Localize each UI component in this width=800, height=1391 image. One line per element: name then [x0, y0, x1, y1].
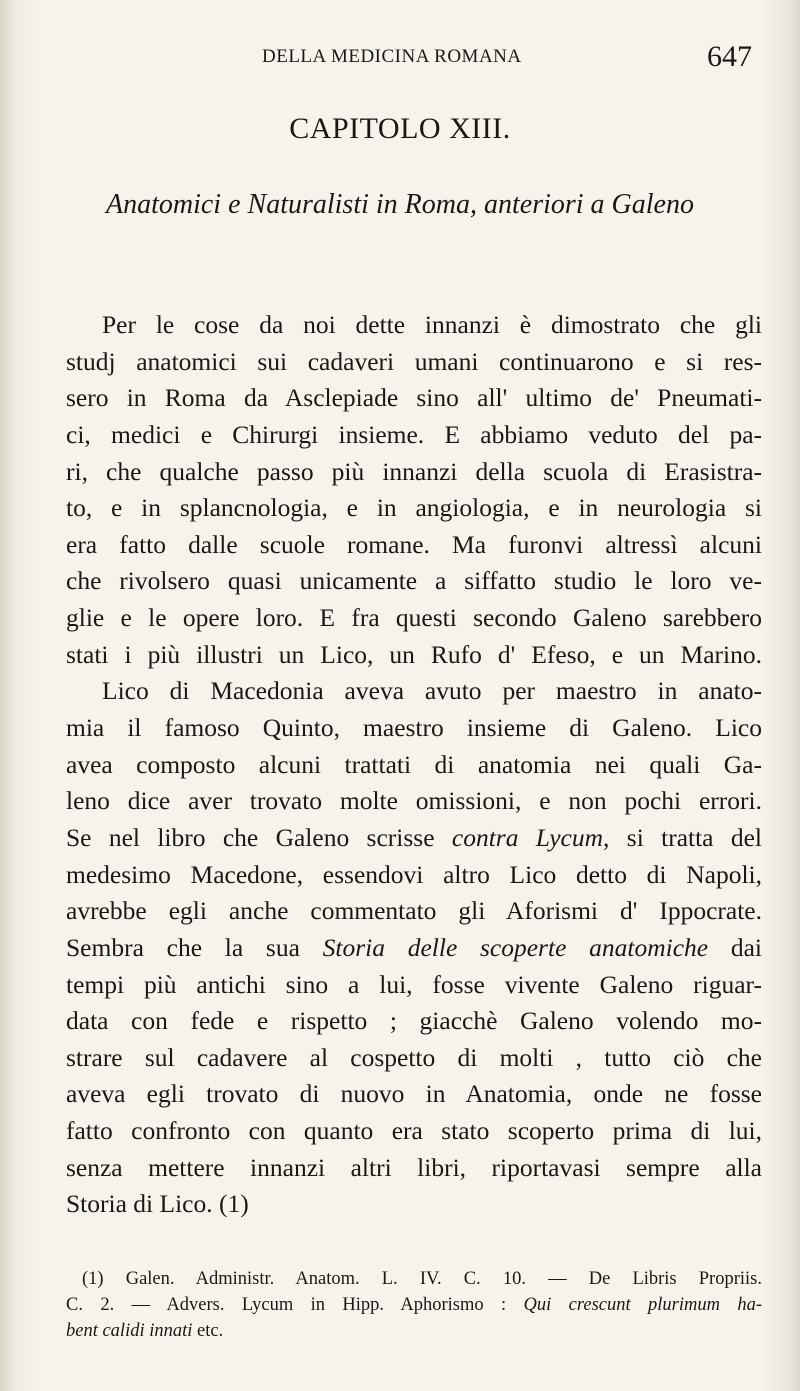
work-title-contra-lycum: contra Lycum [451, 822, 604, 852]
footnote-quote: Qui crescunt plurimum ha- [523, 1295, 762, 1315]
text-line: ri, che qualche passo più innanzi della scuola di Erasistra- [66, 456, 762, 486]
text-line: che rivolsero quasi unicamente a siffatto studio le loro ve- [66, 566, 762, 596]
text-line: tempi più antichi sino a lui, fosse vivente Galeno riguar- [66, 969, 762, 999]
running-head [0, 40, 800, 74]
text-line: leno dice aver trovato molte omissioni, e non pochi errori. [66, 786, 762, 816]
text-line [66, 930, 762, 967]
footnote-line: (1) Galen. Administr. Anatom. L. IV. C. 10. — De Libris Propriis. [82, 1269, 762, 1289]
work-title-storia: Storia delle scoperte anatomiche [322, 932, 709, 962]
text-line: strare sul cadavere al cospetto di molti , tutto ciò che [66, 1042, 762, 1072]
text-line: stati i più illustri un Lico, un Rufo d' Efeso, e un Marino. [66, 639, 762, 669]
running-title: DELLA MEDICINA ROMANA [262, 46, 522, 67]
footnote-line [66, 1318, 762, 1344]
text-segment: dai [708, 932, 762, 962]
chapter-subtitle: Anatomici e Naturalisti in Roma, anteriori a Galeno [106, 189, 694, 220]
text-line: ci, medici e Chirurgi insieme. E abbiamo veduto del pa- [66, 419, 762, 449]
text-line: medesimo Macedone, essendovi altro Lico detto di Napoli, [66, 859, 762, 889]
text-line: Storia di Lico. (1) [66, 1189, 249, 1219]
text-line: Per le cose da noi dette innanzi è dimostrato che gli [102, 310, 762, 339]
text-line [66, 820, 762, 857]
footnote-line [66, 1292, 762, 1318]
text-line: senza mettere innanzi altri libri, riportavasi sempre alla [66, 1152, 762, 1182]
footnote-quote: bent calidi innati [66, 1321, 193, 1341]
text-line: studj anatomici sui cadaveri umani continuarono e si res- [66, 346, 762, 376]
body-text [66, 307, 762, 1223]
text-line: avrebbe egli anche commentato gli Aforismi d' Ippocrate. [66, 896, 762, 926]
text-line: fatto confronto con quanto era stato scoperto prima di lui, [66, 1116, 762, 1146]
text-segment: , si tratta del [603, 822, 762, 852]
text-line: Lico di Macedonia aveva avuto per maestro in anato- [102, 676, 762, 706]
chapter-heading: CAPITOLO XIII. [289, 112, 511, 145]
text-segment: Se nel libro che Galeno scrisse [66, 822, 452, 852]
text-line: data con fede e rispetto ; giacchè Galeno volendo mo- [66, 1006, 762, 1036]
text-line: to, e in splancnologia, e in angiologia, e in neurologia si [66, 493, 762, 523]
text-line: aveva egli trovato di nuovo in Anatomia, onde ne fosse [66, 1079, 762, 1109]
text-segment: C. 2. — Advers. Lycum in Hipp. Aphorismo : [66, 1295, 524, 1315]
footnotes [66, 1266, 762, 1344]
text-line: avea composto alcuni trattati di anatomia nei quali Ga- [66, 749, 762, 779]
page-number: 647 [707, 40, 752, 73]
text-line: sero in Roma da Asclepiade sino all' ultimo de' Pneumati- [66, 383, 762, 413]
text-segment: etc. [192, 1321, 224, 1341]
text-line: mia il famoso Quinto, maestro insieme di Galeno. Lico [66, 713, 762, 743]
text-line: glie e le opere loro. E fra questi secondo Galeno sarebbero [66, 603, 762, 633]
text-segment: Sembra che la sua [66, 932, 323, 962]
text-line: era fatto dalle scuole romane. Ma furonvi altressì alcuni [66, 529, 762, 559]
